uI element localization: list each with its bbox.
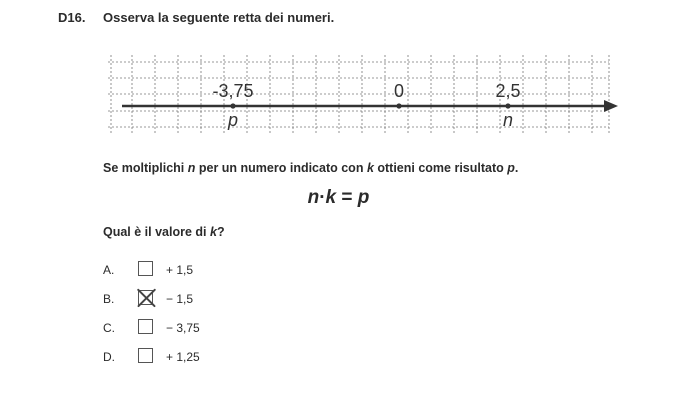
question-prompt <box>103 225 225 239</box>
point-n-letter: n <box>502 110 514 130</box>
formula-dot: · <box>319 187 326 208</box>
statement-text: . <box>514 161 519 175</box>
statement-text: ottieni come risultato <box>373 161 508 175</box>
formula-k: k <box>325 187 337 208</box>
statement-text: Se moltiplichi <box>103 161 188 175</box>
question-number: D16. <box>58 10 86 25</box>
prompt-var-k: k <box>209 225 217 239</box>
prompt-text: Qual è il valore di <box>103 225 210 239</box>
statement-var-k: k <box>366 161 374 175</box>
number-line <box>108 55 620 135</box>
option-d-checkbox[interactable] <box>138 348 153 363</box>
point-zero-value-label: 0 <box>393 81 405 101</box>
option-c-checkbox[interactable] <box>138 319 153 334</box>
option-letter: A. <box>103 263 115 277</box>
point-zero-dot <box>396 103 401 108</box>
formula-p: p <box>357 187 370 208</box>
prompt-text: ? <box>216 225 225 239</box>
point-n-value-label: 2,5 <box>495 81 521 101</box>
point-n-dot <box>505 103 510 108</box>
option-value: + 1,25 <box>166 350 200 364</box>
problem-statement <box>103 161 518 175</box>
option-a-checkbox[interactable] <box>138 261 153 276</box>
formula <box>0 187 677 209</box>
point-p-value-label: -3,75 <box>212 81 254 101</box>
formula-equals: = <box>336 187 358 208</box>
option-value: + 1,5 <box>166 263 194 277</box>
option-letter: C. <box>103 321 115 335</box>
option-letter: D. <box>103 350 115 364</box>
option-value: − 1,5 <box>166 292 194 306</box>
option-value: − 3,75 <box>166 321 200 335</box>
statement-text: per un numero indicato con <box>195 161 367 175</box>
point-p-letter: p <box>227 110 239 130</box>
point-p-dot <box>230 103 235 108</box>
formula-n: n <box>307 187 320 208</box>
number-line-arrowhead <box>604 100 618 112</box>
number-line-grid <box>108 55 609 135</box>
option-b-checkbox-crossed[interactable] <box>138 290 153 305</box>
option-letter: B. <box>103 292 115 306</box>
question-title: Osserva la seguente retta dei numeri. <box>103 10 335 25</box>
statement-var-p: p <box>507 161 515 175</box>
statement-var-n: n <box>187 161 196 175</box>
